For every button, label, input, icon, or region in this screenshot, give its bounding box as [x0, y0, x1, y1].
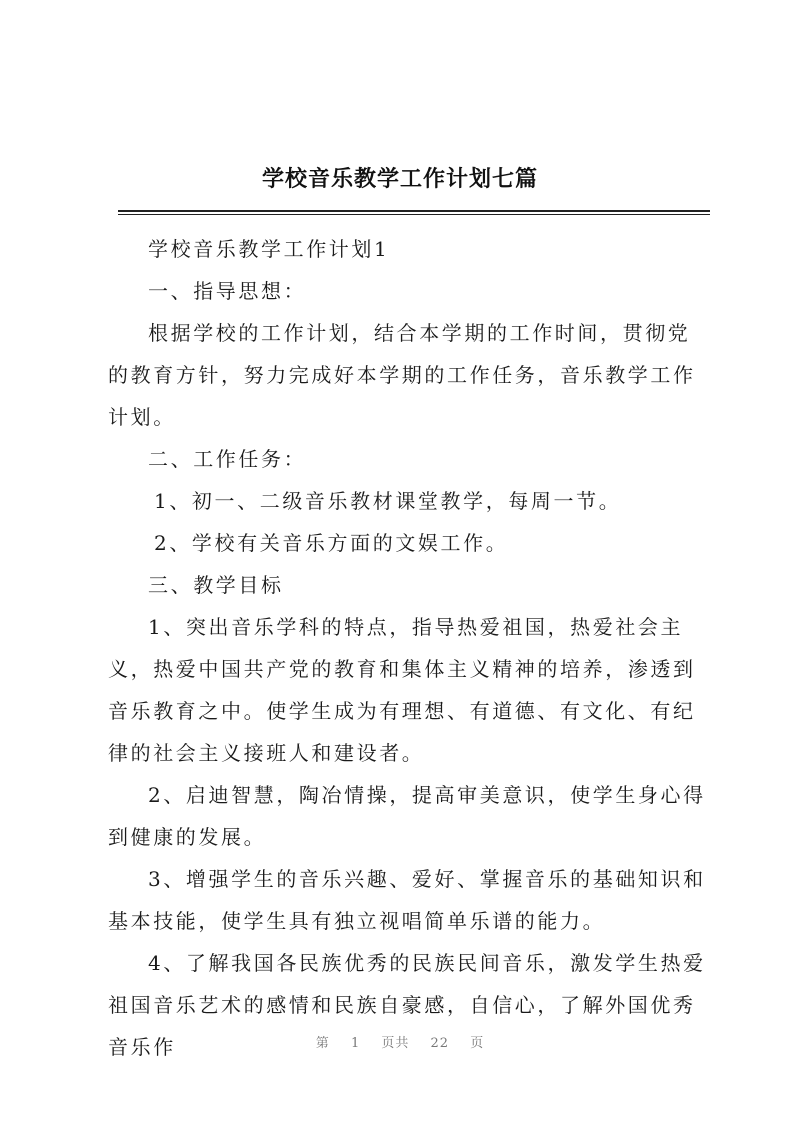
document-title: 学校音乐教学工作计划七篇 [261, 167, 538, 192]
section-heading: 二、工作任务： [148, 447, 307, 471]
footer-suffix: 页 [470, 1036, 485, 1051]
total-pages: 22 [430, 1036, 450, 1051]
document-body [108, 228, 710, 1068]
current-page-number: 1 [350, 1036, 361, 1051]
title-divider-thin [118, 214, 710, 215]
body-paragraph: 3、增强学生的音乐兴趣、爱好、掌握音乐的基础知识和基本技能，使学生具有独立视唱简单乐谱的能力。 [108, 867, 706, 933]
footer-prefix: 第 [315, 1036, 330, 1051]
list-item: 1、初一、二级音乐教材课堂教学，每周一节。 [154, 489, 622, 513]
list-item: 2、学校有关音乐方面的文娱工作。 [154, 531, 509, 555]
body-paragraph: 根据学校的工作计划，结合本学期的工作时间，贯彻党的教育方针，努力完成好本学期的工作任务，音乐教学工作计划。 [108, 321, 696, 429]
section-heading: 学校音乐教学工作计划1 [148, 237, 390, 261]
title-divider-thick [118, 210, 710, 212]
section-heading: 一、指导思想： [148, 279, 307, 303]
page-footer [0, 1032, 800, 1051]
body-paragraph: 2、启迪智慧，陶冶情操，提高审美意识，使学生身心得到健康的发展。 [108, 783, 706, 849]
body-paragraph: 4、了解我国各民族优秀的民族民间音乐，激发学生热爱祖国音乐艺术的感情和民族自豪感，自信心，了解外国优秀音乐作 [108, 951, 706, 1059]
footer-middle: 页共 [381, 1036, 410, 1051]
body-paragraph: 1、突出音乐学科的特点，指导热爱祖国，热爱社会主义，热爱中国共产党的教育和集体主义精神的培养，渗透到音乐教育之中。使学生成为有理想、有道德、有文化、有纪律的社会主义接班人和建设者。 [108, 615, 696, 765]
section-heading: 三、教学目标 [148, 573, 284, 597]
